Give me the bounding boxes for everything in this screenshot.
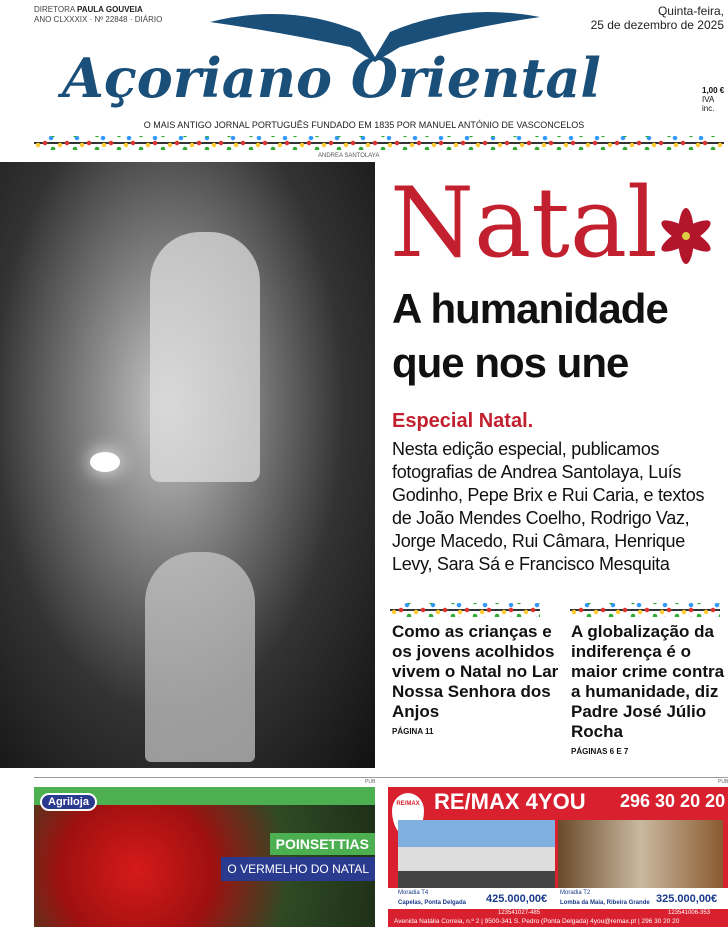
remax-balloon-logo: RE/MAX xyxy=(392,793,424,837)
listing-ref: 123541027-485 xyxy=(498,910,541,916)
masthead-title: Açoriano Oriental xyxy=(62,46,601,110)
issue-number: ANO CLXXXIX · Nº 22848 · DIÁRIO xyxy=(34,15,163,24)
listing-place: Lomba da Maia, Ribeira Grande xyxy=(560,900,650,906)
woman-figure xyxy=(150,232,260,482)
poinsettia-icon xyxy=(650,205,722,267)
remax-office: RE/MAX 4YOU xyxy=(434,789,586,814)
story-1[interactable] xyxy=(392,622,562,737)
christmas-lights-garland xyxy=(34,136,724,150)
listing-place: Capelas, Ponta Delgada xyxy=(398,900,467,906)
garland-divider xyxy=(570,603,720,617)
ad-title: POINSETTIAS xyxy=(270,833,375,855)
remax-ad[interactable] xyxy=(388,787,728,927)
story-2[interactable] xyxy=(571,622,726,757)
price-value: 1,00 € xyxy=(702,86,725,95)
lead-body: Nesta edição especial, publicamos fotografias de Andrea Santolaya, Luís Godinho, Pepe Brix e Rui Caria, e textos de João Mendes Coelho, Rodrigo Vaz, Jorge Macedo, Rui Câmara, Henrique Levy, Sara Sá e Francisco Mesquita xyxy=(392,439,705,574)
director-label: DIRETORA xyxy=(34,5,75,14)
pub-label: PUB xyxy=(718,779,728,785)
lead-kicker: Natal xyxy=(390,167,658,279)
headline-line-2: que nos une xyxy=(392,339,629,386)
weekday: Quinta-feira, xyxy=(657,4,724,18)
lead-headline xyxy=(392,282,668,390)
pub-label: PUB xyxy=(365,779,376,785)
listings xyxy=(388,888,728,909)
remax-phone: 296 30 20 20 xyxy=(620,791,726,811)
story-page: PÁGINAS 6 E 7 xyxy=(571,747,629,756)
photo-credit: ANDREA SANTOLAYA xyxy=(318,153,380,159)
section-label: Especial Natal. xyxy=(392,410,534,432)
headline-line-1: A humanidade xyxy=(392,285,668,332)
listing-photo-house xyxy=(398,820,555,888)
lead-photo xyxy=(0,162,375,768)
child-figure xyxy=(145,552,255,762)
director xyxy=(34,5,162,25)
listing-photo-interior xyxy=(558,820,723,888)
garland-divider xyxy=(390,603,540,617)
story-page: PÁGINA 11 xyxy=(392,727,434,736)
listing-type: Moradia T2 xyxy=(560,890,591,896)
vat-label: IVA inc. xyxy=(702,95,715,113)
agriloja-logo: Agriloja xyxy=(40,793,97,811)
story-title[interactable]: Como as crianças e os jovens acolhidos vivem o Natal no Lar Nossa Senhora dos Anjos xyxy=(392,622,559,721)
director-name: PAULA GOUVEIA xyxy=(76,5,143,14)
agriloja-ad[interactable] xyxy=(34,787,375,927)
listing-ref: 123541006-353 xyxy=(668,910,711,916)
candle-icon xyxy=(90,452,120,472)
ad-subtitle: O VERMELHO DO NATAL xyxy=(221,857,375,881)
story-title[interactable]: A globalização da indiferença é o maior crime contra a humanidade, diz Padre José Júlio Rocha xyxy=(571,622,725,741)
divider xyxy=(34,777,728,778)
tagline: O MAIS ANTIGO JORNAL PORTUGUÊS FUNDADO EM 1835 POR MANUEL ANTÓNIO DE VASCONCELOS xyxy=(143,120,585,130)
remax-footer: Avenida Natália Correia, n.º 2 | 9500-341 S. Pedro (Ponta Delgada) 4you@remax.pt | 296 30 20 20 xyxy=(394,918,680,925)
listing-price: 425.000,00€ xyxy=(486,893,548,905)
price xyxy=(702,86,728,113)
listing-type: Moradia T4 xyxy=(398,890,429,896)
date: 25 de dezembro de 2025 xyxy=(590,18,724,32)
edition-date xyxy=(591,4,724,32)
listing-price: 325.000,00€ xyxy=(656,893,718,905)
